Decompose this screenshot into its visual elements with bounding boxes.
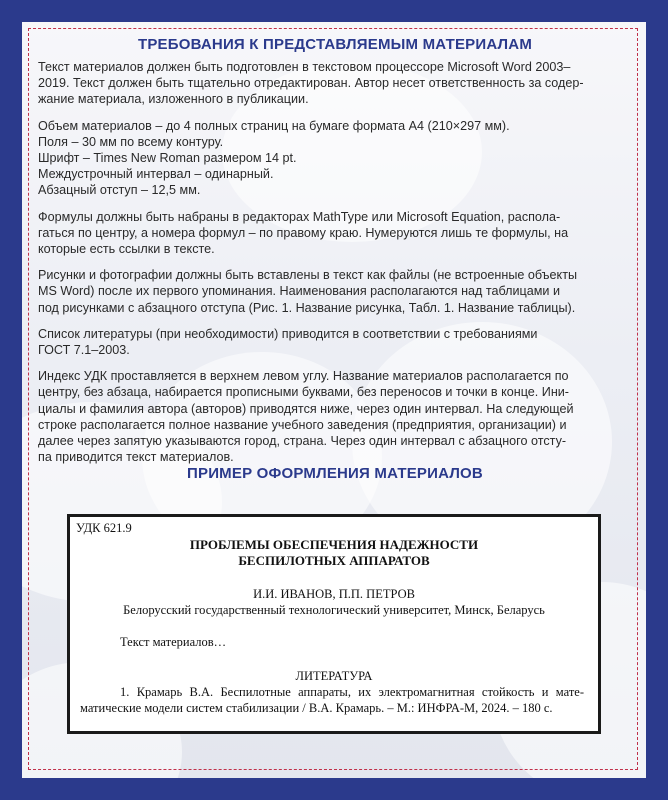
text-line: Междустрочный интервал – одинарный. <box>38 167 274 182</box>
example-title: ПРИМЕР ОФОРМЛЕНИЯ МАТЕРИАЛОВ <box>187 465 483 483</box>
text-line: далее через запятую указываются город, страна. Через один интервал с абзацного отсту- <box>38 434 567 449</box>
text-line: Формулы должны быть набраны в редакторах MathType или Microsoft Equation, распола- <box>38 209 561 224</box>
text-line: Рисунки и фотографии должны быть вставлены в текст как файлы (не встроенные объекты <box>38 268 578 283</box>
text-line: под рисунками с абзацного отступа (Рис. 1. Название рисунка, Табл. 1. Название таблицы). <box>38 300 576 315</box>
requirements-section <box>38 36 632 482</box>
literature-entry: 1. Крамарь В.А. Беспилотные аппараты, их электромагнитная стойкость и мате-матические модели систем стабилизации / В.А. Крамарь. – М.: ИНФРА-М, 2024. – 180 с. <box>80 685 584 715</box>
text-line: Объем материалов – до 4 полных страниц на бумаге формата А4 (210×297 мм). <box>38 118 510 133</box>
authors: И.И. ИВАНОВ, П.П. ПЕТРОВ <box>253 587 415 601</box>
paragraph-format <box>38 118 632 199</box>
udk-index: УДК 621.9 <box>76 521 132 535</box>
text-line: строке располагается полное название учебного заведения (предприятия, организации) и <box>38 417 567 432</box>
text-line: которые есть ссылки в тексте. <box>38 242 215 257</box>
requirements-title: ТРЕБОВАНИЯ К ПРЕДСТАВЛЯЕМЫМ МАТЕРИАЛАМ <box>137 36 533 53</box>
text-line: Индекс УДК проставляется в верхнем левом углу. Название материалов располагается по <box>38 369 569 384</box>
paper-title-line: БЕСПИЛОТНЫХ АППАРАТОВ <box>238 553 430 568</box>
paragraph-formulas <box>38 209 632 258</box>
text-line: MS Word) после их первого упоминания. Наименования располагаются над таблицами и <box>38 284 560 299</box>
text-line: ГОСТ 7.1–2003. <box>38 343 130 358</box>
paper-title <box>70 537 598 569</box>
text-line: центру, без абзаца, набирается прописными буквами, без переносов и точки в конце. Ини- <box>38 385 570 400</box>
paragraph-references <box>38 326 632 358</box>
text-line: Текст материалов должен быть подготовлен в текстовом процессоре Microsoft Word 2003– <box>38 60 571 74</box>
text-line: Абзацный отступ – 12,5 мм. <box>38 183 201 198</box>
text-line: Шрифт – Times New Roman размером 14 pt. <box>38 151 297 166</box>
literature-title: ЛИТЕРАТУРА <box>295 669 373 683</box>
paper-title-line: ПРОБЛЕМЫ ОБЕСПЕЧЕНИЯ НАДЕЖНОСТИ <box>189 537 479 552</box>
text-line: жание материала, изложенного в публикации. <box>38 92 309 107</box>
text-line: Список литературы (при необходимости) приводится в соответствии с требованиями <box>38 326 538 341</box>
text-line: циалы и фамилия автора (авторов) приводятся ниже, через один интервал. На следующей <box>38 401 574 416</box>
paragraph-word-processor <box>38 59 632 108</box>
body-text: Текст материалов… <box>120 635 227 649</box>
affiliation: Белорусский государственный технологический университет, Минск, Беларусь <box>123 603 545 617</box>
text-line: гаться по центру, а номера формул – по правому краю. Нумеруются лишь те формулы, на <box>38 225 569 240</box>
paragraph-figures <box>38 267 632 316</box>
example-sample-box <box>67 514 601 734</box>
text-line: 2019. Текст должен быть тщательно отредактирован. Автор несет ответственность за содер- <box>38 76 584 91</box>
text-line: Поля – 30 мм по всему контуру. <box>38 134 224 149</box>
text-line: па приводится текст материалов. <box>38 450 234 465</box>
paragraph-udk <box>38 368 632 465</box>
